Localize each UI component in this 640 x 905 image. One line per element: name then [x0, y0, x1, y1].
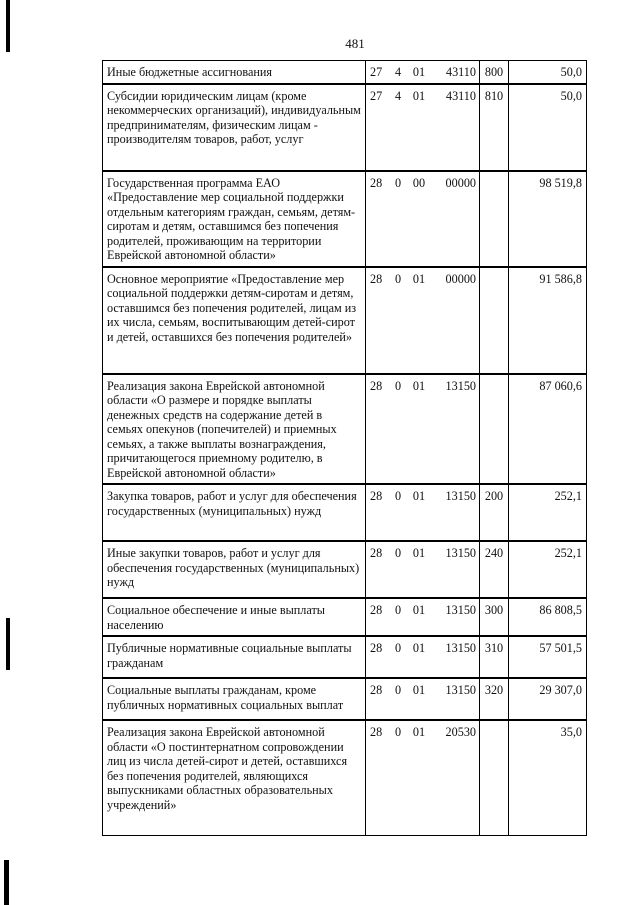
table-row — [103, 171, 587, 266]
direction-code: 13150 — [445, 603, 476, 617]
expense-type-cell: 240 — [480, 542, 509, 598]
amount-cell: 98 519,8 — [509, 171, 587, 266]
amount-cell: 91 586,8 — [509, 267, 587, 373]
main-activity-code: 01 — [412, 725, 426, 739]
program-code: 28 — [370, 725, 383, 739]
table-row — [103, 84, 587, 170]
table-row — [103, 637, 587, 678]
program-code: 27 — [370, 88, 383, 103]
amount-cell: 57 501,5 — [509, 637, 587, 678]
amount-cell: 252,1 — [509, 485, 587, 541]
item-name-cell: Основное мероприятие «Предоставление мер социальной поддержки детям-сиротам и детям, оставшимся без попечения родителей, лицам из их числа, семьям, воспитывающим детей-сирот и детей, оставшихся без попечения родителей» — [103, 267, 366, 373]
item-name-cell: Иные закупки товаров, работ и услуг для обеспечения государственных (муниципальных) нужд — [103, 542, 366, 598]
expense-type-cell — [480, 267, 509, 373]
program-code: 28 — [370, 683, 383, 697]
subprogram-code: 0 — [394, 683, 402, 697]
direction-code: 00000 — [445, 175, 476, 190]
main-activity-code: 01 — [412, 683, 426, 697]
target-code-cell — [366, 542, 480, 598]
target-code-cell — [366, 267, 480, 373]
main-activity-code: 01 — [412, 378, 426, 393]
target-code-cell — [366, 637, 480, 678]
main-activity-code: 01 — [412, 641, 426, 655]
item-name-cell: Социальные выплаты гражданам, кроме публичных нормативных социальных выплат — [103, 679, 366, 720]
direction-code: 43110 — [445, 88, 476, 103]
target-code-cell — [366, 485, 480, 541]
program-code: 28 — [370, 641, 383, 655]
subprogram-code: 0 — [394, 603, 402, 617]
expense-type-cell: 320 — [480, 679, 509, 720]
item-name-cell: Иные бюджетные ассигнования — [103, 61, 366, 84]
expense-type-cell: 310 — [480, 637, 509, 678]
target-code-cell — [366, 721, 480, 836]
table-row — [103, 374, 587, 484]
table-row — [103, 599, 587, 636]
table-row — [103, 267, 587, 373]
target-code-cell — [366, 599, 480, 636]
subprogram-code: 0 — [394, 725, 402, 739]
subprogram-code: 4 — [394, 88, 402, 103]
target-code-cell — [366, 171, 480, 266]
direction-code: 13150 — [445, 378, 476, 393]
item-name-cell: Государственная программа ЕАО «Предоставление мер социальной поддержки отдельным категориям граждан, семьям, детям-сиротам и детям, оставшимся без попечения родителей, проживающим на территории Еврейской автономной области» — [103, 171, 366, 266]
target-code-cell — [366, 84, 480, 170]
program-code: 28 — [370, 546, 383, 560]
target-code-cell — [366, 679, 480, 720]
amount-cell: 29 307,0 — [509, 679, 587, 720]
subprogram-code: 0 — [394, 378, 402, 393]
main-activity-code: 01 — [412, 489, 426, 503]
expense-type-cell — [480, 721, 509, 836]
expense-type-cell — [480, 374, 509, 484]
subprogram-code: 4 — [394, 65, 402, 79]
main-activity-code: 01 — [412, 603, 426, 617]
program-code: 28 — [370, 378, 383, 393]
table-row — [103, 61, 587, 84]
table-row — [103, 485, 587, 541]
item-name-cell: Реализация закона Еврейской автономной области «О постинтернатном сопровождении лиц из числа детей-сирот и детей, оставшихся без попечения родителей, являющихся выпускниками областных образовательных учреждений» — [103, 721, 366, 836]
amount-cell: 50,0 — [509, 84, 587, 170]
program-code: 28 — [370, 489, 383, 503]
direction-code: 20530 — [445, 725, 476, 739]
target-code-cell — [366, 61, 480, 84]
budget-table-body — [103, 61, 587, 836]
table-row — [103, 679, 587, 720]
program-code: 28 — [370, 603, 383, 617]
main-activity-code: 00 — [412, 175, 426, 190]
amount-cell: 50,0 — [509, 61, 587, 84]
direction-code: 00000 — [445, 271, 476, 286]
table-row — [103, 542, 587, 598]
subprogram-code: 0 — [394, 175, 402, 190]
program-code: 28 — [370, 271, 383, 286]
amount-cell: 35,0 — [509, 721, 587, 836]
direction-code: 13150 — [445, 489, 476, 503]
target-code-cell — [366, 374, 480, 484]
amount-cell: 87 060,6 — [509, 374, 587, 484]
expense-type-cell: 300 — [480, 599, 509, 636]
table-row — [103, 721, 587, 836]
main-activity-code: 01 — [412, 65, 426, 79]
subprogram-code: 0 — [394, 271, 402, 286]
program-code: 27 — [370, 65, 383, 79]
scan-margin-mark-top — [6, 0, 10, 52]
direction-code: 43110 — [445, 65, 476, 79]
subprogram-code: 0 — [394, 641, 402, 655]
expense-type-cell: 810 — [480, 84, 509, 170]
item-name-cell: Закупка товаров, работ и услуг для обеспечения государственных (муниципальных) нужд — [103, 485, 366, 541]
direction-code: 13150 — [445, 683, 476, 697]
scan-margin-mark-middle — [6, 618, 10, 670]
item-name-cell: Публичные нормативные социальные выплаты гражданам — [103, 637, 366, 678]
program-code: 28 — [370, 175, 383, 190]
main-activity-code: 01 — [412, 546, 426, 560]
item-name-cell: Социальное обеспечение и иные выплаты населению — [103, 599, 366, 636]
main-activity-code: 01 — [412, 88, 426, 103]
page-number: 481 — [345, 36, 365, 51]
expense-type-cell: 200 — [480, 485, 509, 541]
direction-code: 13150 — [445, 546, 476, 560]
expense-type-cell: 800 — [480, 61, 509, 84]
direction-code: 13150 — [445, 641, 476, 655]
subprogram-code: 0 — [394, 489, 402, 503]
item-name-cell: Субсидии юридическим лицам (кроме некоммерческих организаций), индивидуальным предпринимателям, физическим лицам - производителям товаров, работ, услуг — [103, 84, 366, 170]
expense-type-cell — [480, 171, 509, 266]
subprogram-code: 0 — [394, 546, 402, 560]
amount-cell: 86 808,5 — [509, 599, 587, 636]
amount-cell: 252,1 — [509, 542, 587, 598]
main-activity-code: 01 — [412, 271, 426, 286]
item-name-cell: Реализация закона Еврейской автономной области «О размере и порядке выплаты денежных средств на содержание детей в семьях опекунов (попечителей) и приемных семьях, а также выплаты вознаграждения, причитающегося приемному родителю, в Еврейской автономной области» — [103, 374, 366, 484]
budget-table — [102, 60, 587, 836]
scan-margin-mark-bottom — [4, 860, 9, 905]
